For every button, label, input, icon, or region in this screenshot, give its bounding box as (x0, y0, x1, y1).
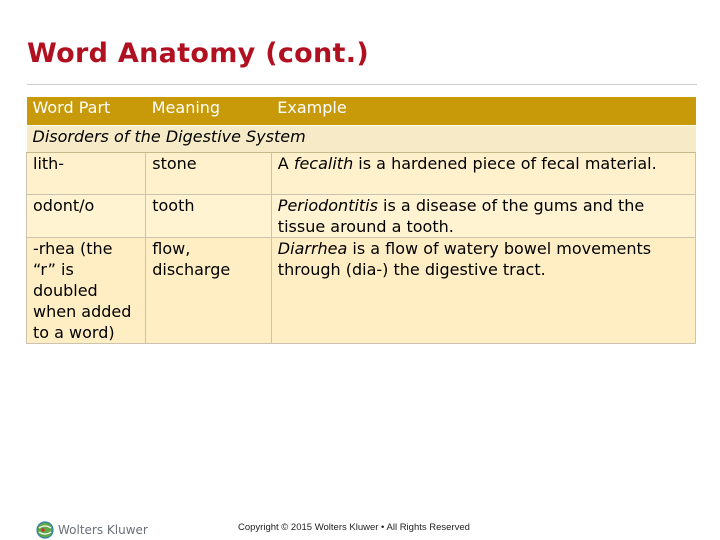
example-term: Diarrhea (277, 239, 348, 258)
footer-logo (36, 521, 148, 539)
table-row (27, 153, 696, 195)
copyright-text: Copyright © 2015 Wolters Kluwer • All Rights Reserved (238, 522, 470, 533)
table-header-row (27, 97, 696, 126)
example-cell (271, 238, 695, 344)
word-part-cell: odont/o (27, 195, 146, 238)
wolters-kluwer-globe-icon (36, 521, 54, 539)
example-term: fecalith (293, 154, 354, 173)
example-cell (271, 195, 695, 238)
example-text: is a disease of the gums and the tissue around a tooth. (277, 196, 645, 236)
table-row (27, 195, 696, 238)
meaning-cell: stone (146, 153, 272, 195)
title-divider (27, 84, 697, 85)
example-cell (271, 153, 695, 195)
example-text: is a hardened piece of fecal material. (353, 154, 657, 173)
word-anatomy-table (26, 97, 696, 344)
header-meaning: Meaning (146, 97, 272, 126)
example-term: Periodontitis (277, 196, 378, 215)
example-text: is a flow of watery bowel movements through (dia-) the digestive tract. (277, 239, 652, 279)
word-part-cell: -rhea (the “r” is doubled when added to a word) (27, 238, 146, 344)
section-title: Disorders of the Digestive System (27, 126, 696, 153)
header-word-part: Word Part (27, 97, 146, 126)
table-section-row (27, 126, 696, 153)
example-prefix: A (277, 154, 294, 173)
logo-text: Wolters Kluwer (58, 523, 148, 537)
meaning-cell: flow, discharge (146, 238, 272, 344)
meaning-cell: tooth (146, 195, 272, 238)
word-part-cell: lith- (27, 153, 146, 195)
table-row (27, 238, 696, 344)
header-example: Example (271, 97, 695, 126)
slide-title: Word Anatomy (cont.) (27, 38, 369, 69)
